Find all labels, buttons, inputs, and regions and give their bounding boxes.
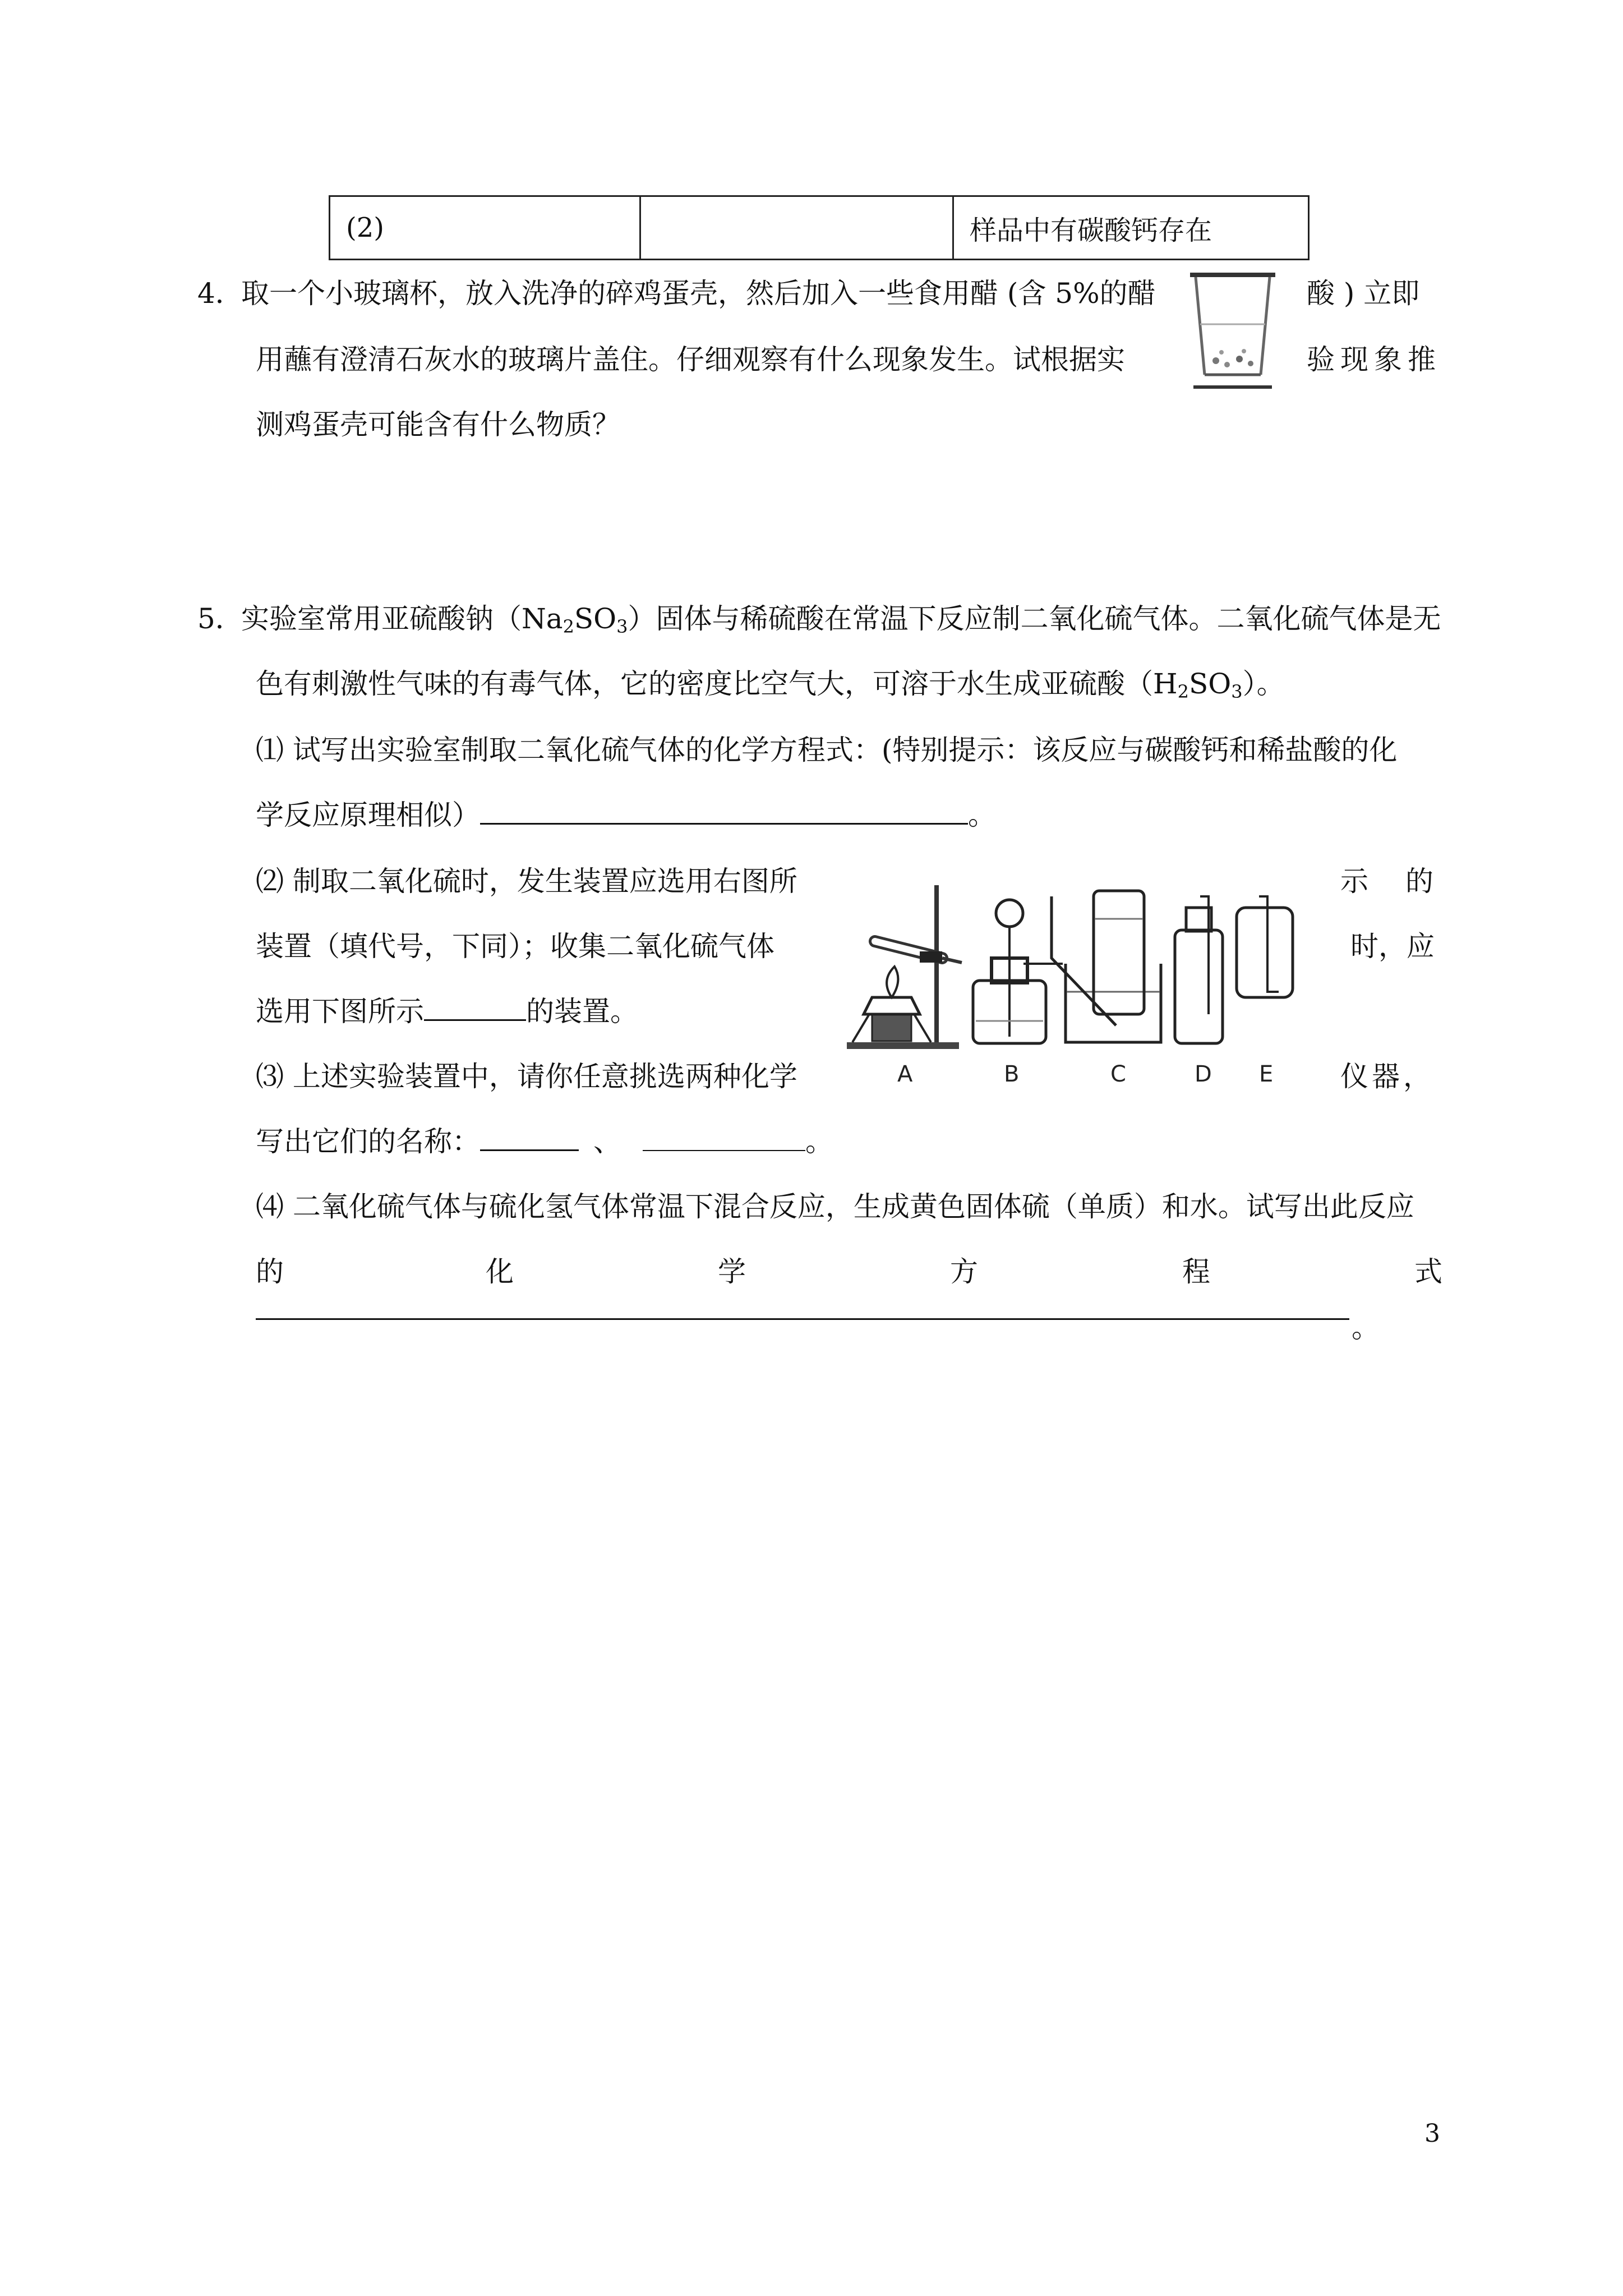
q5-part4-spread-2: 化 bbox=[486, 1255, 514, 1288]
subscript: 2 bbox=[562, 616, 574, 637]
table-middle-cell bbox=[640, 196, 953, 260]
apparatus-c bbox=[1052, 891, 1161, 1042]
q5-intro-b: 色有刺激性气味的有毒气体，它的密度比空气大，可溶于水生成亚硫酸（H bbox=[256, 668, 1178, 700]
table-row-label: (2) bbox=[330, 196, 640, 260]
q5-part2-prompt: 选用下图所示 bbox=[256, 995, 424, 1028]
label-e: E bbox=[1259, 1061, 1274, 1087]
period: 。 bbox=[805, 1125, 833, 1158]
q5-part4-spread-6: 式 bbox=[1414, 1255, 1442, 1288]
apparatus-figure bbox=[841, 874, 1301, 1087]
label-b: B bbox=[1004, 1061, 1020, 1087]
q5-part4-spread-1: 的 bbox=[256, 1255, 284, 1288]
q4-line1-left: 取一个小玻璃杯，放入洗净的碎鸡蛋壳，然后加入一些食用醋 (含 5%的醋 bbox=[241, 277, 1156, 310]
separator: 、 bbox=[593, 1125, 621, 1158]
label-d: D bbox=[1195, 1061, 1212, 1087]
q5-part1-line2 bbox=[256, 801, 996, 829]
q5-part3-line1-left: ⑶ 上述实验装置中，请你任意挑选两种化学 bbox=[256, 1060, 797, 1093]
q5-intro-b-mid: SO bbox=[1188, 668, 1232, 700]
label-c: C bbox=[1110, 1061, 1126, 1087]
period: 。 bbox=[1352, 1312, 1380, 1344]
q5-intro-a: 实验室常用亚硫酸钠（Na bbox=[241, 602, 563, 635]
q4-line2-left: 用蘸有澄清石灰水的玻璃片盖住。仔细观察有什么现象发生。试根据实 bbox=[256, 343, 1125, 376]
q5-part1-line1: ⑴ 试写出实验室制取二氧化硫气体的化学方程式：(特别提示：该反应与碳酸钙和稀盐酸的化 bbox=[256, 734, 1398, 766]
q4-line3: 测鸡蛋壳可能含有什么物质？ bbox=[256, 408, 620, 441]
q4-line2-right: 验现象推 bbox=[1307, 343, 1441, 376]
table-row bbox=[330, 196, 1309, 260]
result-table bbox=[329, 195, 1310, 260]
q4-line1-right: 酸 ) 立即 bbox=[1307, 277, 1420, 310]
q5-part2-line3 bbox=[256, 995, 638, 1028]
label-a: A bbox=[897, 1061, 913, 1087]
q5-intro-line2 bbox=[256, 670, 1285, 701]
q5-intro-a-mid: SO bbox=[574, 602, 617, 635]
q5-intro-b-end: ）。 bbox=[1242, 668, 1285, 700]
q5-part4-spread-4: 方 bbox=[950, 1255, 978, 1288]
q5-part4-spread-3: 学 bbox=[718, 1255, 746, 1288]
period: 。 bbox=[968, 799, 996, 831]
subscript: 3 bbox=[616, 616, 628, 637]
q5-part2-end: 的装置。 bbox=[526, 995, 638, 1028]
q5-part1-prompt: 学反应原理相似） bbox=[256, 799, 480, 831]
apparatus-a bbox=[847, 885, 962, 1049]
answer-blank-equation-2[interactable] bbox=[256, 1318, 1349, 1320]
q5-part2-line1-left: ⑵ 制取二氧化硫时，发生装置应选用右图所 bbox=[256, 865, 797, 898]
answer-blank-instrument-1[interactable] bbox=[480, 1149, 579, 1151]
answer-blank-instrument-2[interactable] bbox=[643, 1150, 805, 1151]
q5-part4-spread-5: 程 bbox=[1182, 1255, 1210, 1288]
answer-blank-equation[interactable] bbox=[480, 823, 968, 825]
beaker-figure bbox=[1188, 263, 1278, 392]
page-number: 3 bbox=[1424, 2119, 1440, 2148]
answer-blank-collect[interactable] bbox=[424, 1019, 526, 1021]
q5-part3-line2 bbox=[256, 1125, 833, 1158]
q5-part2-line1-right: 示 的 bbox=[1340, 865, 1438, 898]
apparatus-b bbox=[973, 900, 1063, 1043]
q4-number: 4． bbox=[197, 277, 243, 310]
apparatus-e bbox=[1237, 896, 1293, 997]
q5-intro-a-end: ）固体与稀硫酸在常温下反应制二氧化硫气体。二氧化硫气体是无 bbox=[628, 602, 1441, 635]
q5-part2-line2-left: 装置（填代号，下同）；收集二氧化硫气体 bbox=[256, 930, 774, 963]
q5-part2-line2-right: 时，应 bbox=[1350, 930, 1435, 963]
q5-intro-line1 bbox=[241, 602, 1441, 637]
q5-part4-line1: ⑷ 二氧化硫气体与硫化氢气体常温下混合反应，生成黄色固体硫（单质）和水。试写出此反应 bbox=[256, 1190, 1414, 1223]
table-conclusion: 样品中有碳酸钙存在 bbox=[953, 196, 1309, 260]
subscript: 2 bbox=[1177, 681, 1189, 702]
subscript: 3 bbox=[1231, 681, 1243, 702]
q5-part3-prompt: 写出它们的名称： bbox=[256, 1125, 480, 1158]
q5-number: 5． bbox=[197, 602, 243, 635]
apparatus-d bbox=[1175, 896, 1223, 1043]
q5-part3-line1-right: 仪器， bbox=[1340, 1060, 1435, 1093]
